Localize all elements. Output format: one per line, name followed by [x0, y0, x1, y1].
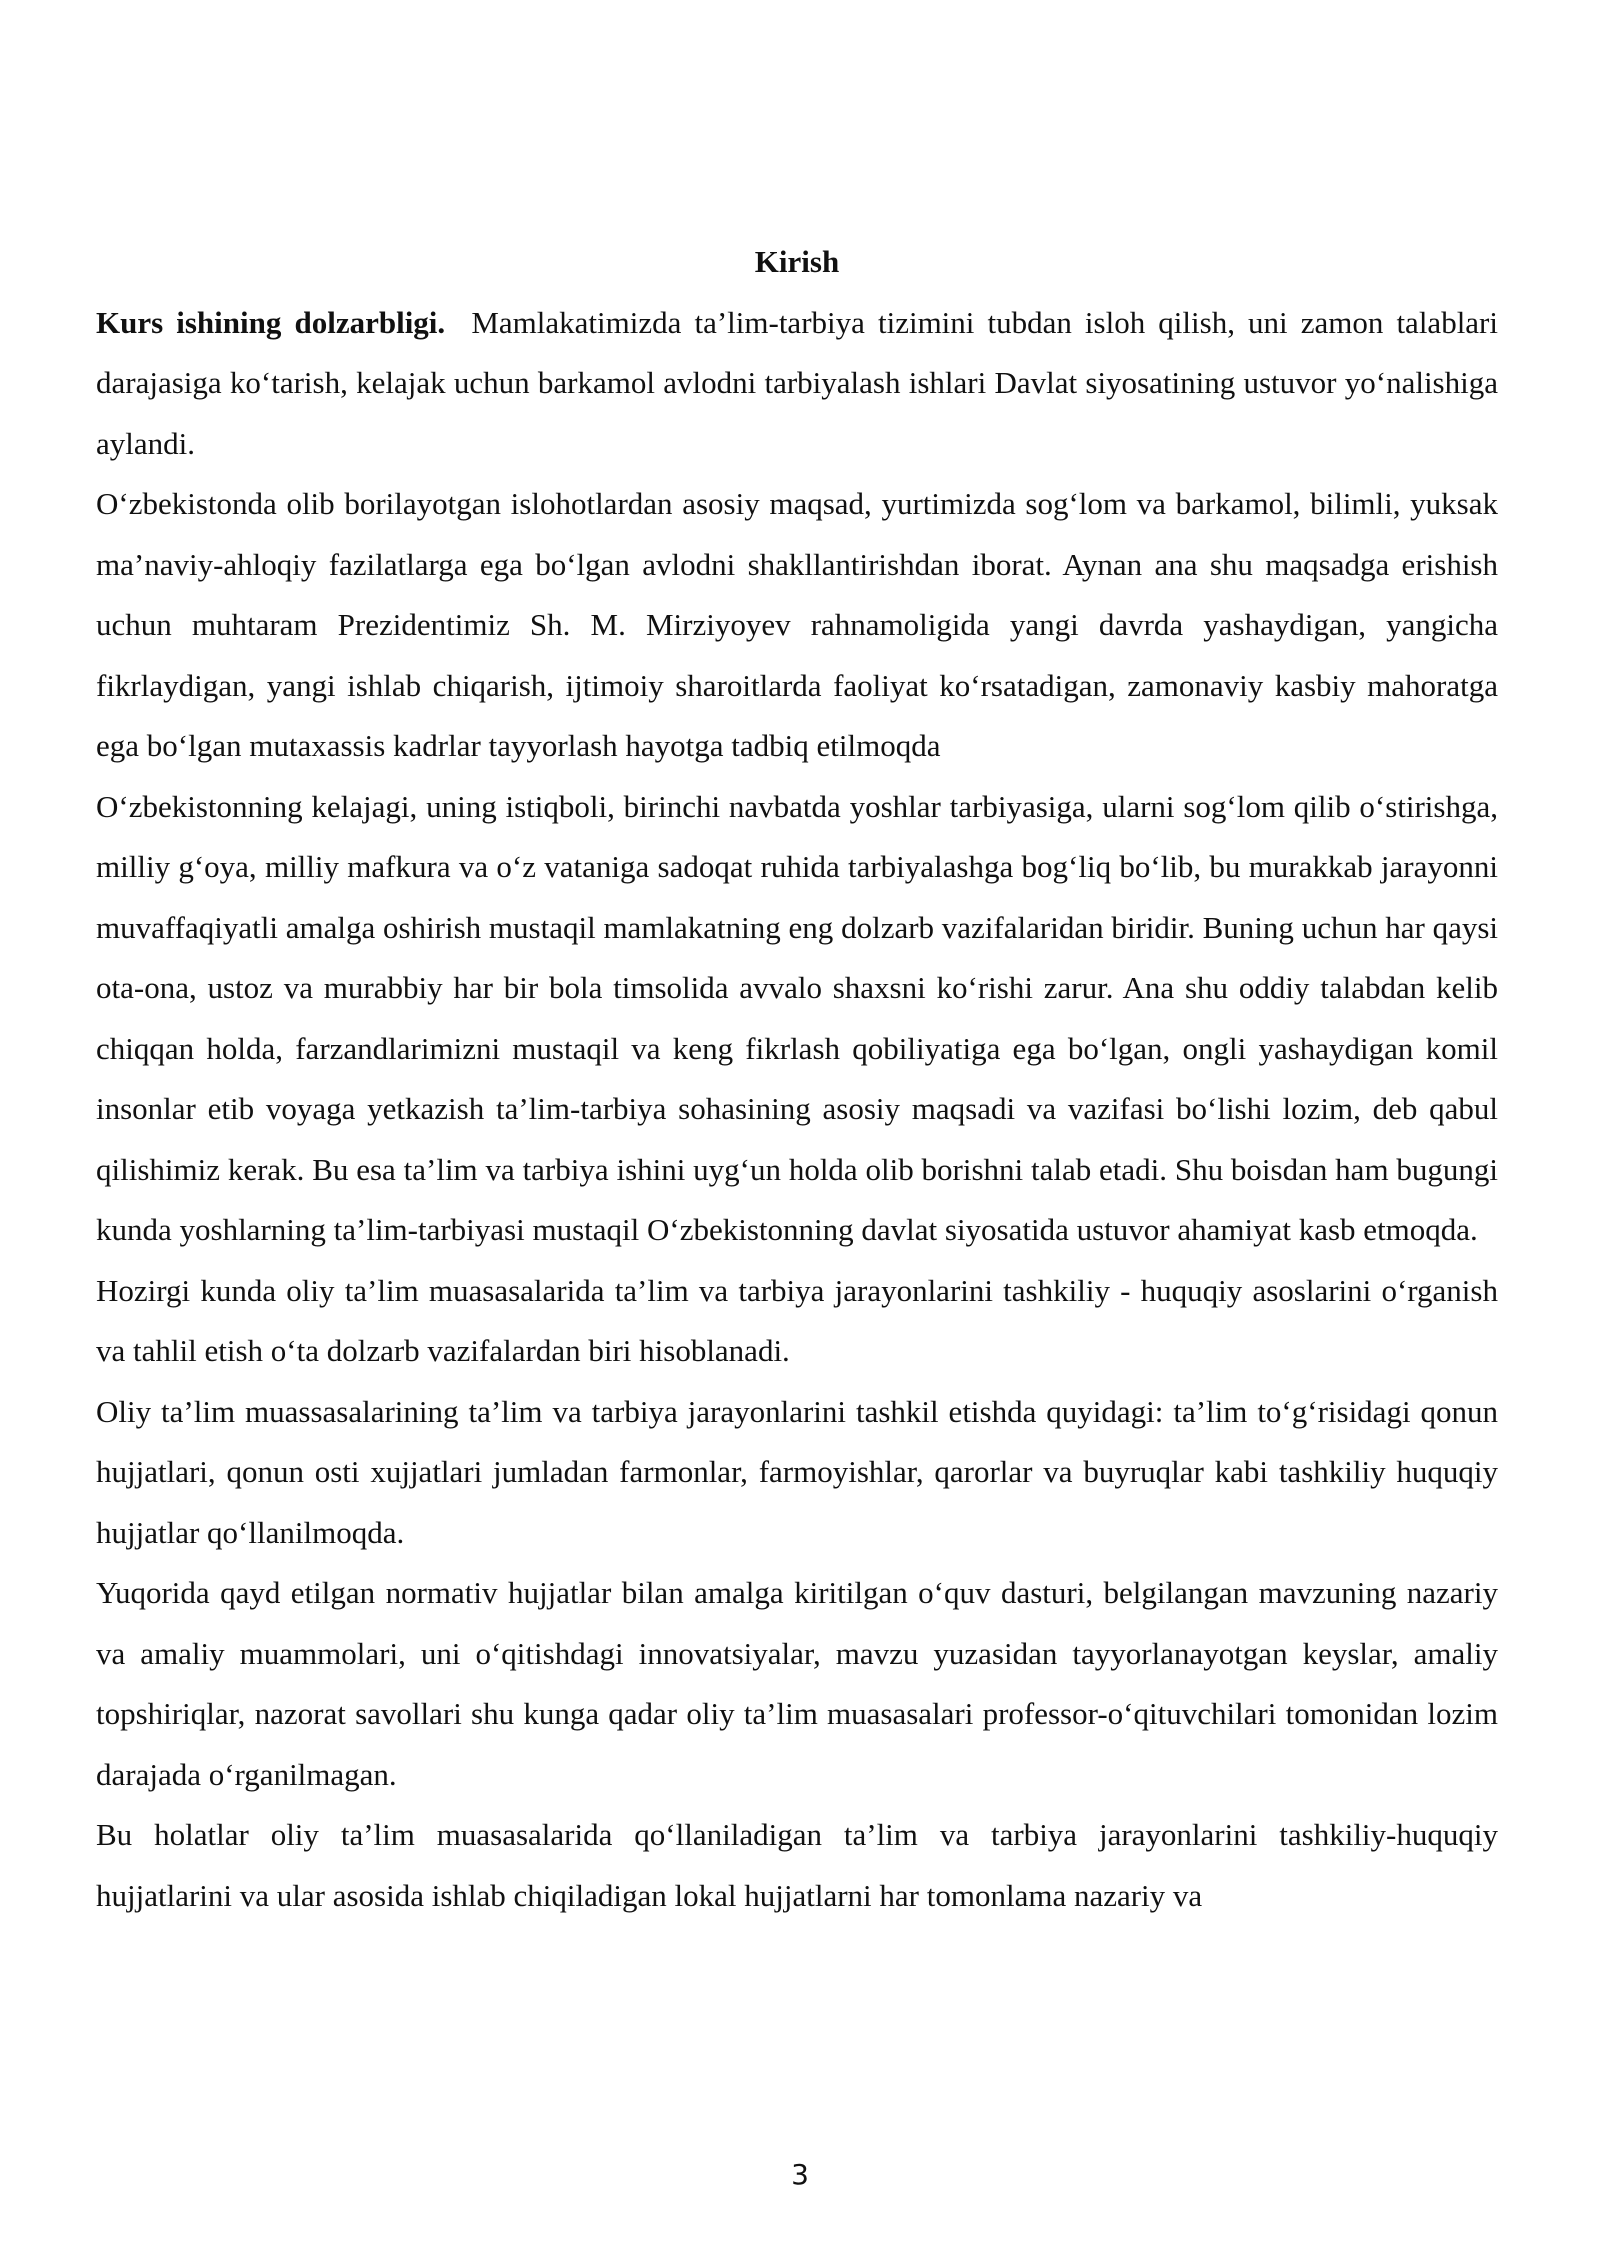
document-body [96, 232, 1498, 1926]
lead-text: Mamlakatimizda ta’lim-tarbiya tizimini tubdan isloh qilish, uni zamon talablari darajasiga ko‘tarish, kelajak uchun barkamol avlodni tarbiyalash ishlari Davlat siyosatining ustuvor yo‘nalishiga aylandi. [96, 304, 1498, 461]
body-paragraph: O‘zbekistonning kelajagi, uning istiqboli, birinchi navbatda yoshlar tarbiyasiga, ularni sog‘lom qilib o‘stirishga, milliy g‘oya, milliy mafkura va o‘z vataniga sadoqat ruhida tarbiyalashga bog‘liq bo‘lib, bu murakkab jarayonni muvaffaqiyatli amalga oshirish mustaqil mamlakatning eng dolzarb vazifalaridan biridir. Buning uchun har qaysi ota-ona, ustoz va murabbiy har bir bola timsolida avvalo shaxsni ko‘rishi zarur. Ana shu oddiy talabdan kelib chiqqan holda, farzandlarimizni mustaqil va keng fikrlash qobiliyatiga ega bo‘lgan, ongli yashaydigan komil insonlar etib voyaga yetkazish ta’lim-tarbiya sohasining asosiy maqsadi va vazifasi bo‘lishi lozim, deb qabul qilishimiz kerak. Bu esa ta’lim va tarbiya ishini uyg‘un holda olib borishni talab etadi. Shu boisdan ham bugungi kunda yoshlarning ta’lim-tarbiyasi mustaqil O‘zbekistonning davlat siyosatida ustuvor ahamiyat kasb etmoqda. [96, 788, 1498, 1247]
body-paragraph: Oliy ta’lim muassasalarining ta’lim va tarbiya jarayonlarini tashkil etishda quyidagi: ta’lim to‘g‘risidagi qonun hujjatlari, qonun osti xujjatlari jumladan farmonlar, farmoyishlar, qarorlar va buyruqlar kabi tashkiliy huquqiy hujjatlar qo‘llanilmoqda. [96, 1393, 1498, 1550]
body-paragraph: Bu holatlar oliy ta’lim muasasalarida qo‘llaniladigan ta’lim va tarbiya jarayonlarini tashkiliy-huquqiy hujjatlarini va ular asosida ishlab chiqiladigan lokal hujjatlarni har tomonlama nazariy va [96, 1817, 1498, 1913]
lead-label: Kurs ishining dolzarbligi. [96, 304, 446, 340]
body-paragraph: Hozirgi kunda oliy ta’lim muasasalarida ta’lim va tarbiya jarayonlarini tashkiliy - huquqiy asoslarini o‘rganish va tahlil etish o‘ta dolzarb vazifalardan biri hisoblanadi. [96, 1272, 1498, 1368]
body-paragraph: O‘zbekistonda olib borilayotgan islohotlardan asosiy maqsad, yurtimizda sog‘lom va barkamol, bilimli, yuksak ma’naviy-ahloqiy fazilatlarga ega bo‘lgan avlodni shakllantirishdan iborat. Aynan ana shu maqsadga erishish uchun muhtaram Prezidentimiz Sh. M. Mirziyoyev rahnamoligida yangi davrda yashaydigan, yangicha fikrlaydigan, yangi ishlab chiqarish, ijtimoiy sharoitlarda faoliyat ko‘rsatadigan, zamonaviy kasbiy mahoratga ega bo‘lgan mutaxassis kadrlar tayyorlash hayotga tadbiq etilmoqda [96, 486, 1498, 763]
page-number: 3 [791, 2158, 809, 2191]
intro-paragraph [96, 293, 1498, 475]
section-heading: Kirish [754, 244, 840, 279]
body-paragraph: Yuqorida qayd etilgan normativ hujjatlar bilan amalga kiritilgan o‘quv dasturi, belgilangan mavzuning nazariy va amaliy muammolari, uni o‘qitishdagi innovatsiyalar, mavzu yuzasidan tayyorlanayotgan keyslar, amaliy topshiriqlar, nazorat savollari shu kunga qadar oliy ta’lim muasasalari professor-o‘qituvchilari tomonidan lozim darajada o‘rganilmagan. [96, 1575, 1498, 1792]
